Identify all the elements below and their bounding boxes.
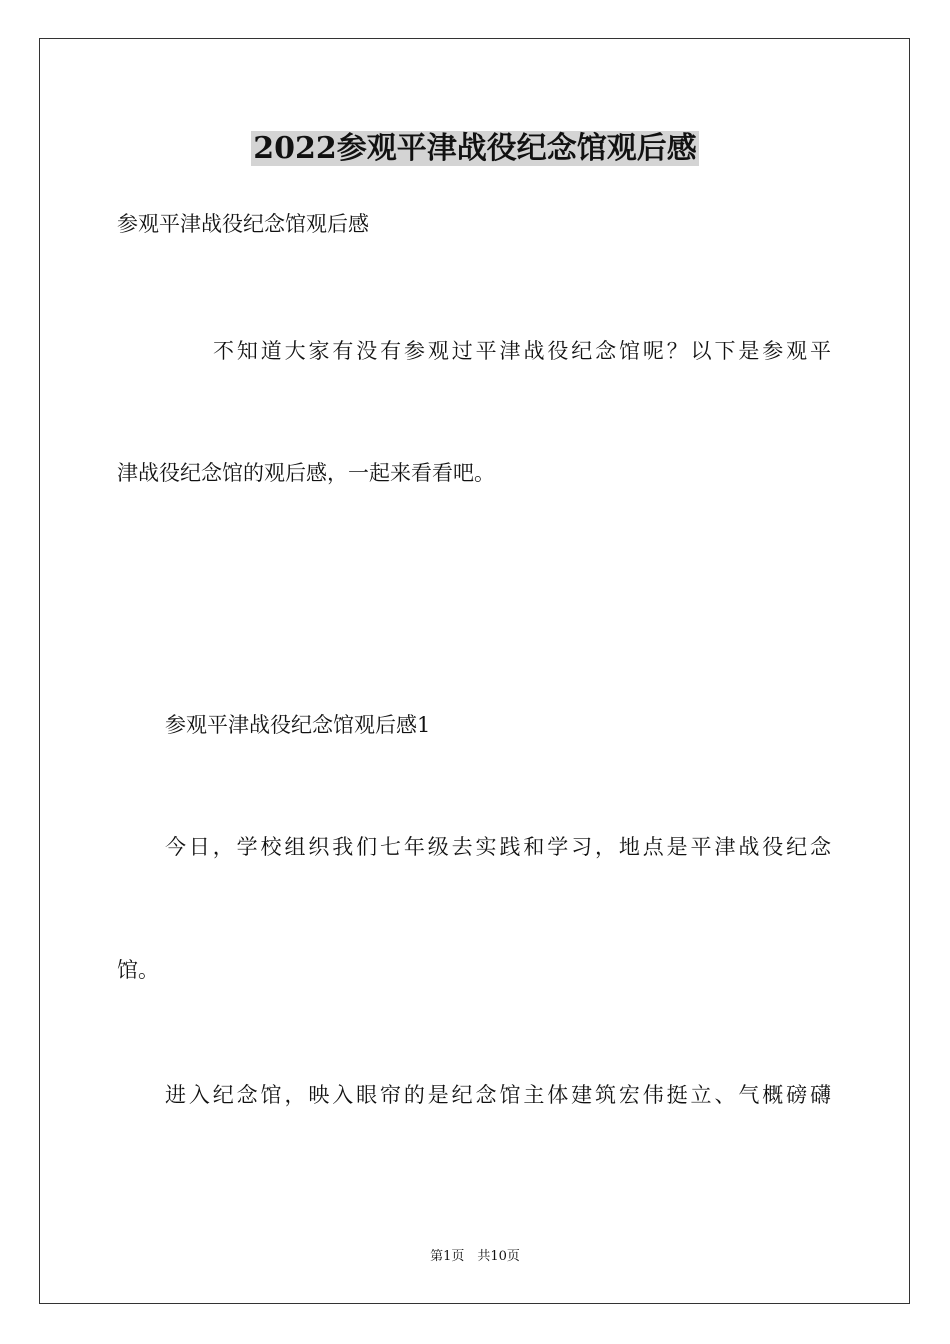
paragraph-1-line-1: 今日，学校组织我们七年级去实践和学习，地点是平津战役纪念 xyxy=(165,835,831,859)
paragraph-1-line-2: 馆。 xyxy=(117,958,159,982)
paragraph-2-line-1: 进入纪念馆，映入眼帘的是纪念馆主体建筑宏伟挺立、气概磅礴 xyxy=(165,1083,831,1107)
page-footer: 第1页 共10页 xyxy=(430,1249,520,1264)
intro-paragraph-line-1: 不知道大家有没有参观过平津战役纪念馆呢？以下是参观平 xyxy=(213,339,831,363)
document-title xyxy=(0,128,950,170)
document-subtitle: 参观平津战役纪念馆观后感 xyxy=(117,212,369,236)
document-title-text: 2022参观平津战役纪念馆观后感 xyxy=(253,131,697,166)
intro-paragraph-line-2: 津战役纪念馆的观后感，一起来看看吧。 xyxy=(117,461,495,485)
section-heading: 参观平津战役纪念馆观后感1 xyxy=(165,713,431,737)
